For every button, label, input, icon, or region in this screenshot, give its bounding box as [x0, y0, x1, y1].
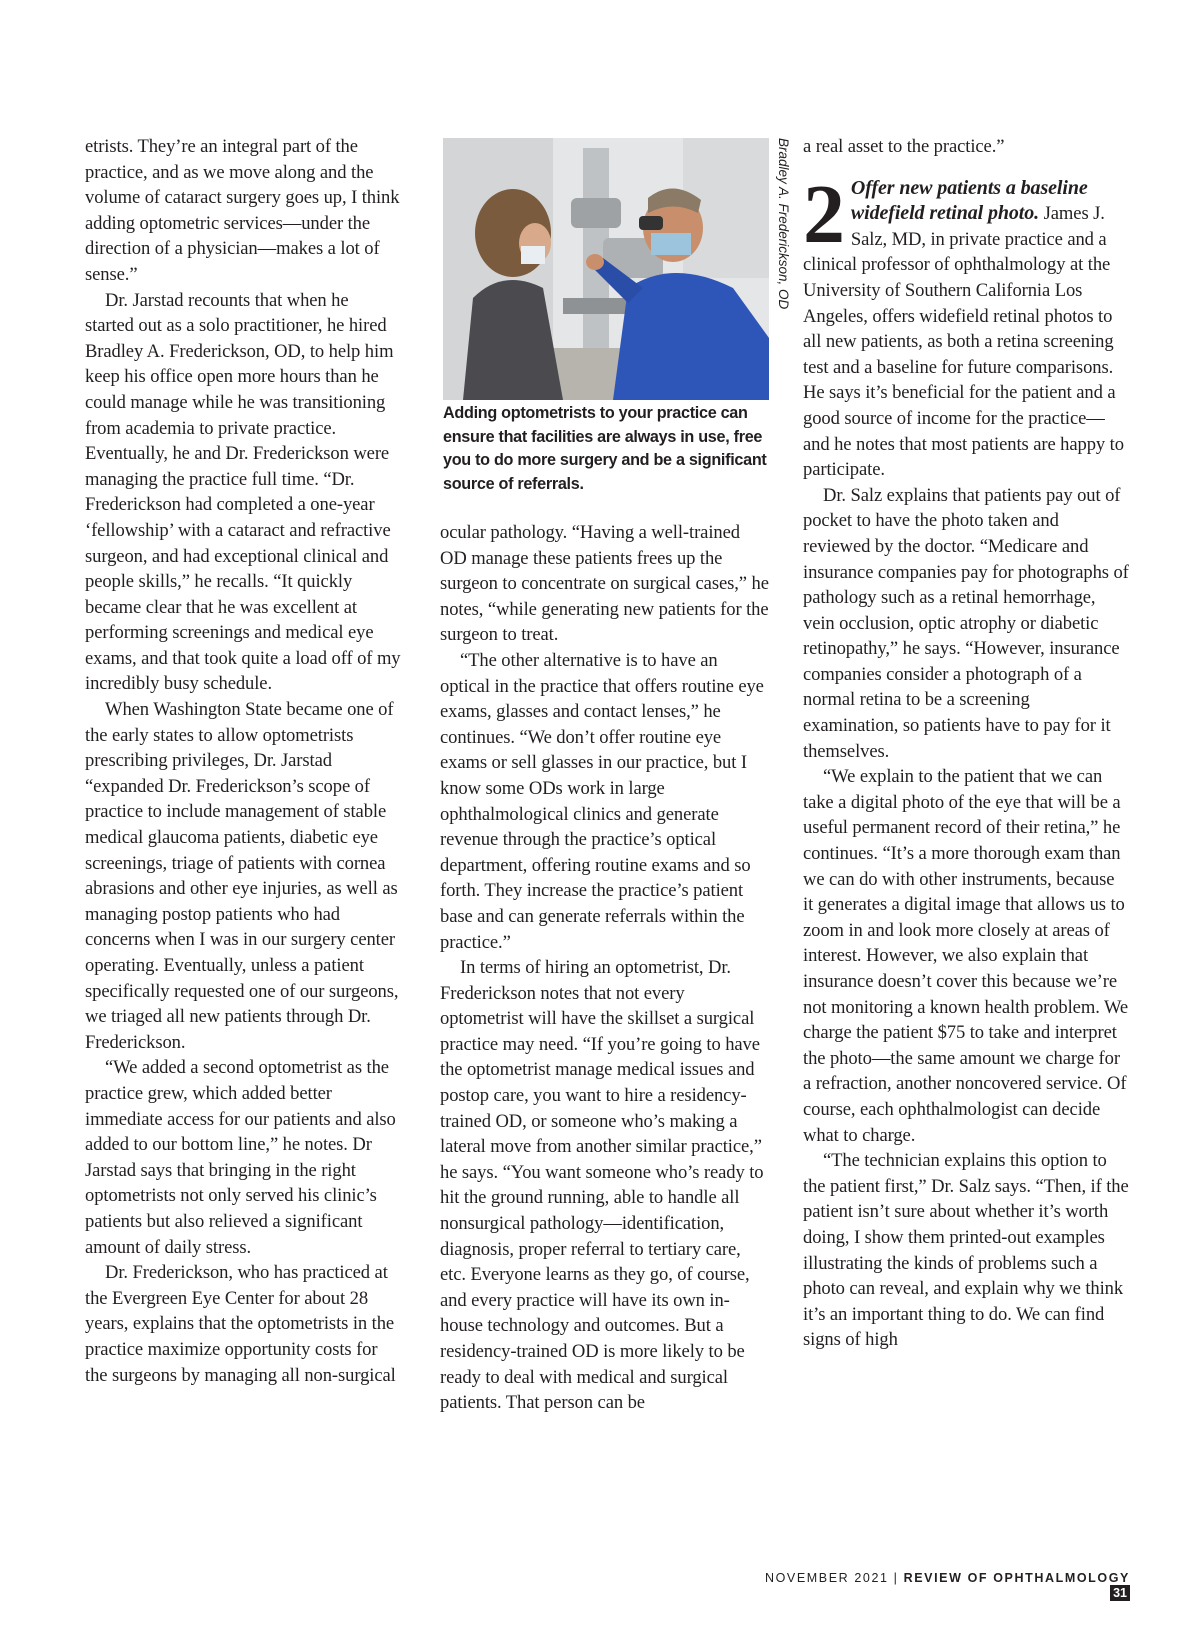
paragraph: “We explain to the patient that we can take a digital photo of the eye that will be a useful permanent record of their retina,” he continues. “It’s a more thorough exam than we can do with other instruments, because it generates a digital image that allows us to zoom in and look more closely at areas of interest. However, we also explain that insurance doesn’t cover this because we’re not monitoring a known health problem. We charge the patient $75 to take and interpret the photo—the same amount we charge for a refraction, another noncovered service. Of course, each ophthalmologist can decide what to charge.: [803, 766, 1129, 1146]
article-column-2: [440, 520, 770, 1416]
section-subhead: Offer new patients a baseline widefield retinal photo.: [850, 176, 1088, 225]
section-intro: [803, 167, 1129, 483]
paragraph: ocular pathology. “Having a well-trained OD manage these patients frees up the surgeon to concentrate on surgical cases,” he notes, “while generating new patients for the surgeon to treat.: [440, 522, 769, 646]
exam-photo: [443, 138, 769, 400]
paragraph: “The other alternative is to have an optical in the practice that offers routine eye exams, glasses and contact lenses,” he continues. “We don’t offer routine eye exams or sell glasses in our practice, but I know some ODs work in large ophthalmological clinics and generate revenue through the practice’s optical department, offering routine exams and so forth. They increase the practice’s patient base and can generate referrals within the practice.”: [440, 649, 764, 953]
paragraph: “We added a second optometrist as the practice grew, which added better immediate access for our patients and also added to our bottom line,” he notes. Dr Jarstad says that bringing in the right optometrists not only served his clinic’s patients but also relieved a significant amount of daily stress.: [85, 1057, 396, 1258]
footer-separator: |: [893, 1571, 899, 1585]
paragraph: Dr. Jarstad recounts that when he started out as a solo practitioner, he hired Bradley A. Frederickson, OD, to help him keep his office open more hours than he could manage while he was transitioning from academia to private practice. Eventually, he and Dr. Frederickson were managing the practice full time. “Dr. Frederickson had completed a one-year ‘fellowship’ with a cataract and refractive surgeon, and had exceptional clinical and people skills,” he recalls. “It quickly became clear that he was excellent at performing screenings and medical eye exams, and that took quite a load off of my incredibly busy schedule.: [85, 289, 401, 695]
publication-name: REVIEW OF OPHTHALMOLOGY: [903, 1571, 1130, 1585]
photo-credit: Bradley A. Frederickson, OD: [776, 138, 791, 310]
paragraph: James J. Salz, MD, in private practice and a clinical professor of ophthalmology at the University of Southern California Los Angeles, offers widefield retinal photos to all new patients, as both a retina screening test and a baseline for future comparisons. He says it’s beneficial for the patient and a good source of income for the practice—and he notes that most patients are happy to participate.: [803, 203, 1124, 481]
paragraph: a real asset to the practice.”: [803, 136, 1005, 157]
drop-cap-number: 2: [803, 167, 845, 261]
paragraph: Dr. Frederickson, who has practiced at the Evergreen Eye Center for about 28 years, explains that the optometrists in the practice maximize opportunity costs for the surgeons by managing all non-surgical: [85, 1262, 396, 1386]
paragraph: In terms of hiring an optometrist, Dr. Frederickson notes that not every optometrist will have the skillset a surgical practice may need. “If you’re going to have the optometrist manage medical issues and postop care, you want to hire a residency-trained OD, or someone who’s making a lateral move from another similar practice,” he says. “You want someone who’s ready to hit the ground running, able to handle all nonsurgical pathology—identification, diagnosis, proper referral to tertiary care, etc. Everyone learns as they go, of course, and every practice will have its own in-house technology and outcomes. But a residency-trained OD is more likely to be ready to deal with medical and surgical patients. That person can be: [440, 957, 764, 1414]
exam-photo-illustration: [443, 138, 769, 400]
article-column-1: [85, 134, 401, 1388]
paragraph: When Washington State became one of the early states to allow optometrists prescribing privileges, Dr. Jarstad “expanded Dr. Frederickson’s scope of practice to include management of stable medical glaucoma patients, diabetic eye screenings, triage of patients with cornea abrasions and other eye injuries, as well as managing postop patients who had concerns when I was in our surgery center operating. Eventually, unless a patient specifically requested one of our surgeons, we triaged all new patients through Dr. Frederickson.: [85, 699, 399, 1053]
paragraph: “The technician explains this option to the patient first,” Dr. Salz says. “Then, if the patient isn’t sure about whether it’s worth doing, I show them printed-out examples illustrating the kinds of problems such a photo can reveal, and explain why we think it’s an important thing to do. We can find signs of high: [803, 1150, 1129, 1351]
article-column-3: [803, 134, 1129, 1353]
paragraph: Dr. Salz explains that patients pay out of pocket to have the photo taken and reviewed by the doctor. “Medicare and insurance companies pay for photographs of pathology such as a retinal hemorrhage, vein occlusion, optic atrophy or diabetic retinopathy,” he says. “However, insurance companies consider a photograph of a normal retina to be a screening examination, so patients have to pay for it themselves.: [803, 484, 1129, 762]
photo-caption: Adding optometrists to your practice can ensure that facilities are always in use, free you to do more surgery and be a significant source of referrals.: [443, 404, 767, 493]
paragraph: etrists. They’re an integral part of the practice, and as we move along and the volume of cataract surgery goes up, I think adding optometric services—under the direction of a physician—makes a lot of sense.”: [85, 136, 400, 285]
page-footer: [760, 1571, 1130, 1601]
issue-date: NOVEMBER 2021: [764, 1571, 889, 1585]
page-number: 31: [1110, 1585, 1130, 1601]
